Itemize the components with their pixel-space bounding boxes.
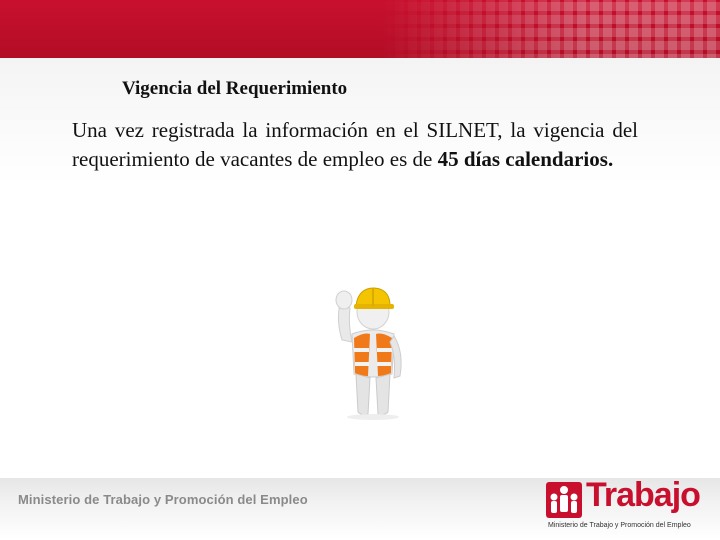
logo-subtitle: Ministerio de Trabajo y Promoción del Empleo <box>548 522 691 529</box>
header-band <box>0 0 720 58</box>
ministry-people-icon <box>546 482 582 518</box>
header-pattern <box>380 0 720 58</box>
logo-wordmark: Trabajo <box>586 476 700 514</box>
slide-title: Vigencia del Requerimiento <box>122 78 348 99</box>
ministry-logo <box>546 476 716 536</box>
body-text-bold: 45 días calendarios. <box>437 147 614 171</box>
footer-ministry-text: Ministerio de Trabajo y Promoción del Empleo <box>18 492 308 507</box>
body-text <box>72 116 638 174</box>
body-text-plain: Una vez registrada la información en el SILNET, la vigencia del requerimiento de vacantes de empleo es de <box>72 118 638 171</box>
construction-worker-icon <box>318 282 418 422</box>
